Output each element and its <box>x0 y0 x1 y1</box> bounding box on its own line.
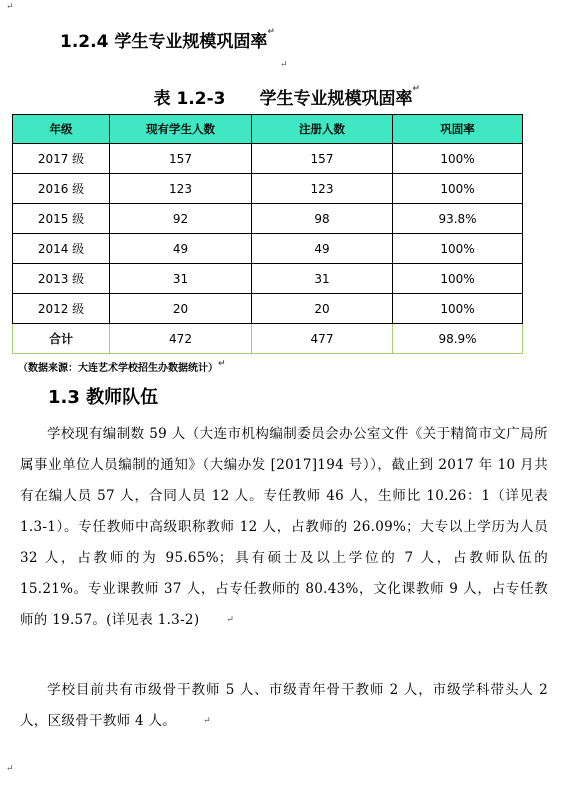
retention-rate-cell: 100% <box>393 144 523 174</box>
grade-cell: 2015 级 <box>13 204 110 234</box>
paragraph-mark: ↵ <box>6 764 14 774</box>
source-note <box>18 359 226 374</box>
total-registered-cell: 477 <box>252 324 393 354</box>
grade-cell: 2014 级 <box>13 234 110 264</box>
paragraph-mark: ↵ <box>203 716 211 726</box>
current-students-cell: 157 <box>110 144 252 174</box>
table-header-row <box>13 115 523 144</box>
current-students-cell: 49 <box>110 234 252 264</box>
current-students-cell: 31 <box>110 264 252 294</box>
table-row <box>13 204 523 234</box>
table-total-row <box>13 324 523 354</box>
header-cell: 注册人数 <box>252 115 393 144</box>
current-students-cell: 92 <box>110 204 252 234</box>
grade-cell: 2012 级 <box>13 294 110 324</box>
paragraph-mark: ↵ <box>280 60 288 70</box>
table-row <box>13 264 523 294</box>
header-cell: 巩固率 <box>393 115 523 144</box>
grade-cell: 2017 级 <box>13 144 110 174</box>
registered-cell: 49 <box>252 234 393 264</box>
retention-rate-cell: 100% <box>393 294 523 324</box>
total-current-students-cell: 472 <box>110 324 252 354</box>
paragraph-text: 学校现有编制数 59 人（大连市机构编制委员会办公室文件《关于精简市文广局所属事业单位人员编制的通知》（大编办发 [2017]194 号）），截止到 2017 年 10 月共有在编人员 57 人，合同人员 12 人。专任教师 46 人，生师比 10.26：1（详见表 1.3-1）。专任教师中高级职称教师 12 人，占教师的 26.09%；大专以上学历为人员 32 人，占教师的为 95.65%；具有硕士及以上学位的 7 人，占教师队伍的 15.21%。专业课教师 37 人，占专任教师的 80.43%，文化课教师 9 人，占专任教师的 19.57。(详见表 1.3-2) <box>20 426 548 628</box>
table-row <box>13 234 523 264</box>
paragraph-mark: ↵ <box>226 615 235 625</box>
total-retention-rate-cell: 98.9% <box>393 324 523 354</box>
registered-cell: 98 <box>252 204 393 234</box>
body-paragraph <box>20 675 548 737</box>
registered-cell: 157 <box>252 144 393 174</box>
paragraph-text: 学校目前共有市级骨干教师 5 人、市级青年骨干教师 2 人，市级学科带头人 2 人，区级骨干教师 4 人。 <box>20 682 548 729</box>
grade-cell: 2013 级 <box>13 264 110 294</box>
table-row <box>13 174 523 204</box>
paragraph-mark: ↵ <box>267 27 275 37</box>
header-cell: 现有学生人数 <box>110 115 252 144</box>
section-heading-teachers: 1.3 教师队伍 <box>48 387 159 408</box>
paragraph-mark: ↵ <box>218 359 226 369</box>
retention-rate-cell: 100% <box>393 174 523 204</box>
body-paragraph <box>20 419 548 636</box>
table-caption <box>0 84 566 109</box>
table-row <box>13 144 523 174</box>
section-heading-text: 1.2.4 学生专业规模巩固率 <box>60 32 268 52</box>
paragraph-mark: ↵ <box>412 84 420 94</box>
current-students-cell: 20 <box>110 294 252 324</box>
retention-rate-cell: 100% <box>393 234 523 264</box>
total-label-cell: 合计 <box>13 324 110 354</box>
source-note-text: （数据来源：大连艺术学校招生办数据统计） <box>18 363 218 374</box>
paragraph-mark: ↵ <box>6 2 14 12</box>
current-students-cell: 123 <box>110 174 252 204</box>
section-heading <box>60 27 275 52</box>
registered-cell: 20 <box>252 294 393 324</box>
retention-table <box>12 114 523 354</box>
grade-cell: 2016 级 <box>13 174 110 204</box>
retention-rate-cell: 100% <box>393 264 523 294</box>
table-caption-text: 表 1.2-3 学生专业规模巩固率 <box>153 89 413 109</box>
header-cell: 年级 <box>13 115 110 144</box>
retention-rate-cell: 93.8% <box>393 204 523 234</box>
table-row <box>13 294 523 324</box>
registered-cell: 123 <box>252 174 393 204</box>
registered-cell: 31 <box>252 264 393 294</box>
